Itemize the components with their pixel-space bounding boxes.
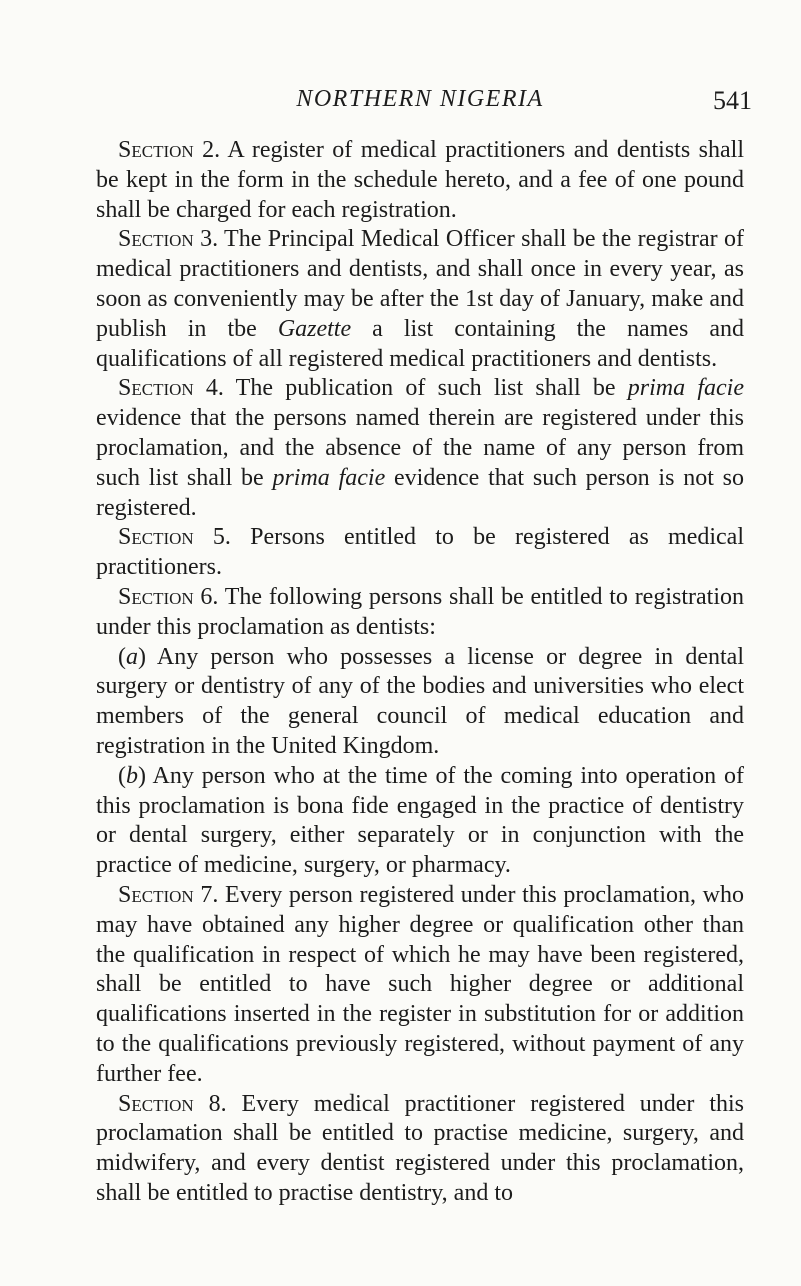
section-label: Section 5. <box>118 524 231 551</box>
item-letter: a <box>126 643 138 670</box>
page-number: 541 <box>713 86 752 115</box>
item-letter: b <box>126 762 138 789</box>
section-label: Section 6. <box>118 583 219 610</box>
section-label: Section 2. <box>118 137 221 163</box>
paragraph-section-6 <box>96 583 744 643</box>
paragraph-text: The following persons shall be entitled to registration under this proclamation as dentists: <box>96 583 744 640</box>
paragraph-section-5 <box>96 523 744 583</box>
italic-term: Gazette <box>277 315 352 342</box>
paragraph-text: The Principal Medical Officer shall be the registrar of medical practitioners and dentists, and shall once in every year, as soon as conveniently may be after the 1st day of January, make and publish in tbe <box>96 226 744 342</box>
body-text <box>96 136 744 1209</box>
paragraph-section-4 <box>96 374 744 523</box>
paragraph-section-7 <box>96 881 744 1090</box>
item-close-paren: ) <box>138 762 146 789</box>
list-item-b <box>96 762 744 881</box>
paragraph-text: Persons entitled to be registered as medical practitioners. <box>96 524 745 581</box>
italic-term: prima facie <box>627 375 744 402</box>
item-open-paren: ( <box>118 643 126 670</box>
paragraph-section-2 <box>96 136 744 225</box>
paragraph-text: A register of medical practitioners and dentists shall be kept in the form in the schedule hereto, and a fee of one pound shall be charged for each registration. <box>96 137 745 223</box>
paragraph-text-continued: evidence that the persons named therein are registered under this proclamation, and the absence of the name of any person from such list shall be <box>96 405 744 491</box>
book-page <box>96 86 752 1209</box>
section-label: Section 4. <box>118 375 224 402</box>
paragraph-text: Any person who possesses a license or degree in dental surgery or dentistry of any of the bodies and universities who elect members of the general council of medical education and registration in the United Kingdom. <box>96 643 744 759</box>
paragraph-text: Any person who at the time of the coming into operation of this proclamation is bona fide engaged in the practice of dentistry or dental surgery, either separately or in conjunction with the practice of medicine, surgery, or pharmacy. <box>96 762 744 879</box>
list-item-a <box>96 643 744 762</box>
section-label: Section 8. <box>118 1090 227 1117</box>
section-label: Section 3. <box>118 226 219 253</box>
section-label: Section 7. <box>118 881 219 908</box>
paragraph-text: Every medical practitioner registered under this proclamation shall be entitled to practise medicine, surgery, and midwifery, and every dentist registered under this proclamation, shall be entitled to practise dentistry, and to <box>96 1090 744 1206</box>
italic-term: prima facie <box>272 464 386 491</box>
paragraph-text-continued: evidence that such person is not so registered. <box>96 464 744 521</box>
item-open-paren: ( <box>118 762 126 789</box>
paragraph-text-continued: a list containing the names and qualifications of all registered medical practitioners and dentists. <box>96 315 744 372</box>
paragraph-text: The publication of such list shall be <box>223 375 628 402</box>
paragraph-section-3 <box>96 225 744 374</box>
paragraph-text: Every person registered under this proclamation, who may have obtained any higher degree or qualification other than the qualification in respect of which he may have been registered, shall be entitled to have such higher degree or additional qualifications inserted in the register in substitution for or addition to the qualifications previously registered, without payment of any further fee. <box>96 881 744 1087</box>
item-close-paren: ) <box>138 643 146 670</box>
page-header <box>96 86 752 122</box>
paragraph-section-8 <box>96 1090 744 1209</box>
running-title: NORTHERN NIGERIA <box>296 86 544 112</box>
